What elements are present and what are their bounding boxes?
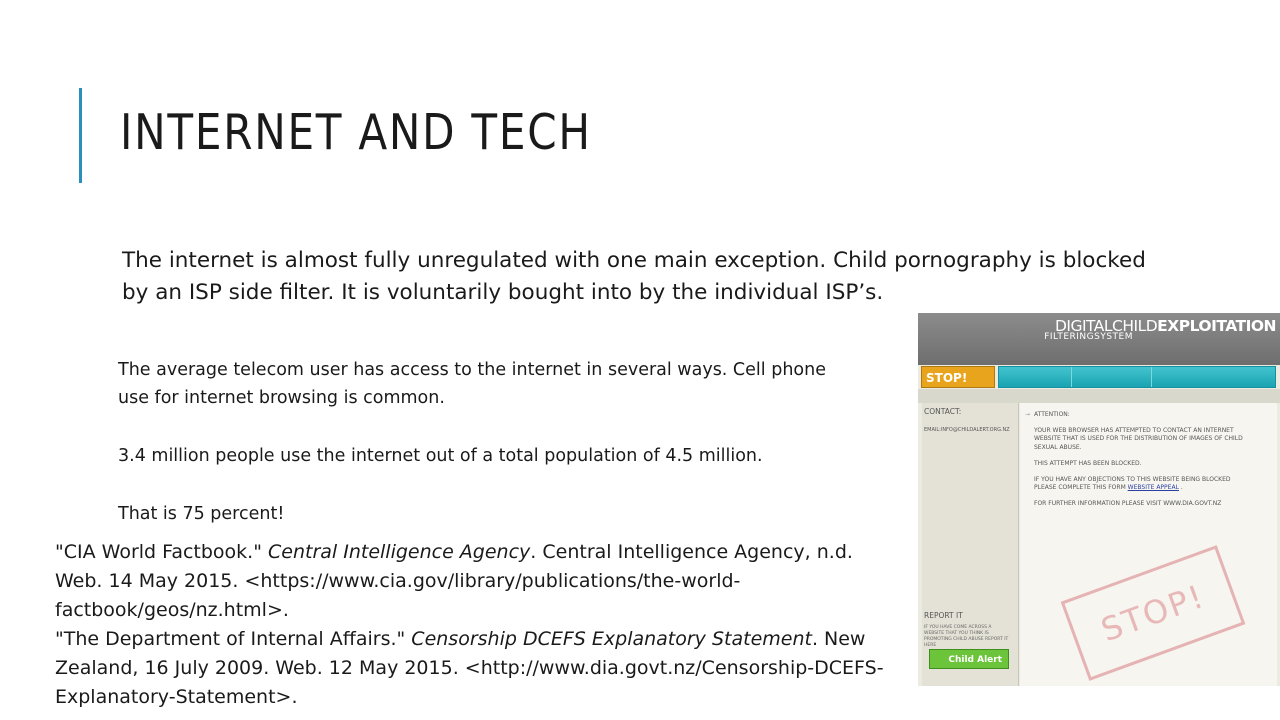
nav-bar bbox=[998, 366, 1276, 388]
stop-tab: STOP! bbox=[921, 366, 995, 388]
references bbox=[55, 538, 885, 712]
screenshot-header bbox=[918, 313, 1280, 365]
dcefs-logo-text: DIGITALCHILDEXPLOITATION bbox=[1054, 317, 1276, 335]
title-accent-bar bbox=[79, 88, 82, 183]
dcefs-subtitle: FILTERINGSYSTEM bbox=[1044, 332, 1133, 342]
slide-title: INTERNET AND TECH bbox=[120, 104, 592, 161]
contact-email: EMAIL:INFO@CHILDALERT.ORG.NZ bbox=[924, 427, 1010, 433]
further-info: FOR FURTHER INFORMATION PLEASE VISIT WWW.DIA.GOVT.NZ bbox=[1034, 500, 1222, 508]
contact-label: CONTACT: bbox=[924, 407, 962, 416]
block-message bbox=[1025, 411, 1244, 517]
report-note: IF YOU HAVE COME ACROSS A WEBSITE THAT YOU THINK IS PROMOTING CHILD ABUSE REPORT IT HERE bbox=[924, 625, 1009, 648]
reference-1: "CIA World Factbook." Central Intelligence Agency. Central Intelligence Agency, n.d. Web. 14 May 2015. <https://www.cia.gov/library/publications/the-world-factbook/geos/nz.html>. bbox=[55, 541, 853, 621]
reference-2: "The Department of Internal Affairs." Censorship DCEFS Explanatory Statement. New Zealand, 16 July 2009. Web. 12 May 2015. <http://www.dia.govt.nz/Censorship-DCEFS-Explanatory-Statement>. bbox=[55, 628, 884, 708]
filter-block-page-screenshot bbox=[918, 313, 1280, 686]
report-label: REPORT IT bbox=[924, 611, 963, 620]
body-text bbox=[118, 356, 838, 528]
attention-label: ATTENTION: bbox=[1034, 411, 1070, 418]
intro-paragraph: The internet is almost fully unregulated with one main exception. Child pornography is blocked by an ISP side filter. It is voluntarily bought into by the individual ISP’s. bbox=[122, 248, 1146, 305]
internet-users-text: 3.4 million people use the internet out of a total population of 4.5 million. bbox=[118, 446, 763, 466]
percent-text: That is 75 percent! bbox=[118, 504, 285, 524]
block-reason: YOUR WEB BROWSER HAS ATTEMPTED TO CONTACT AN INTERNET WEBSITE THAT IS USED FOR THE DISTRIBUTION OF IMAGES OF CHILD SEXUAL ABUSE. bbox=[1034, 427, 1243, 451]
stop-stamp: STOP! bbox=[1061, 545, 1246, 681]
telecom-access-text: The average telecom user has access to the internet in several ways. Cell phone use for internet browsing is common. bbox=[118, 360, 826, 408]
objection-text: IF YOU HAVE ANY OBJECTIONS TO THIS WEBSITE BEING BLOCKED PLEASE COMPLETE THIS FORM WEBSITE APPEAL . bbox=[1034, 476, 1231, 492]
blocked-notice: THIS ATTEMPT HAS BEEN BLOCKED. bbox=[1034, 459, 1142, 467]
website-appeal-link: WEBSITE APPEAL bbox=[1127, 484, 1179, 492]
child-alert-logo: Child Alert bbox=[929, 649, 1009, 669]
arrow-icon: → bbox=[1025, 411, 1031, 418]
